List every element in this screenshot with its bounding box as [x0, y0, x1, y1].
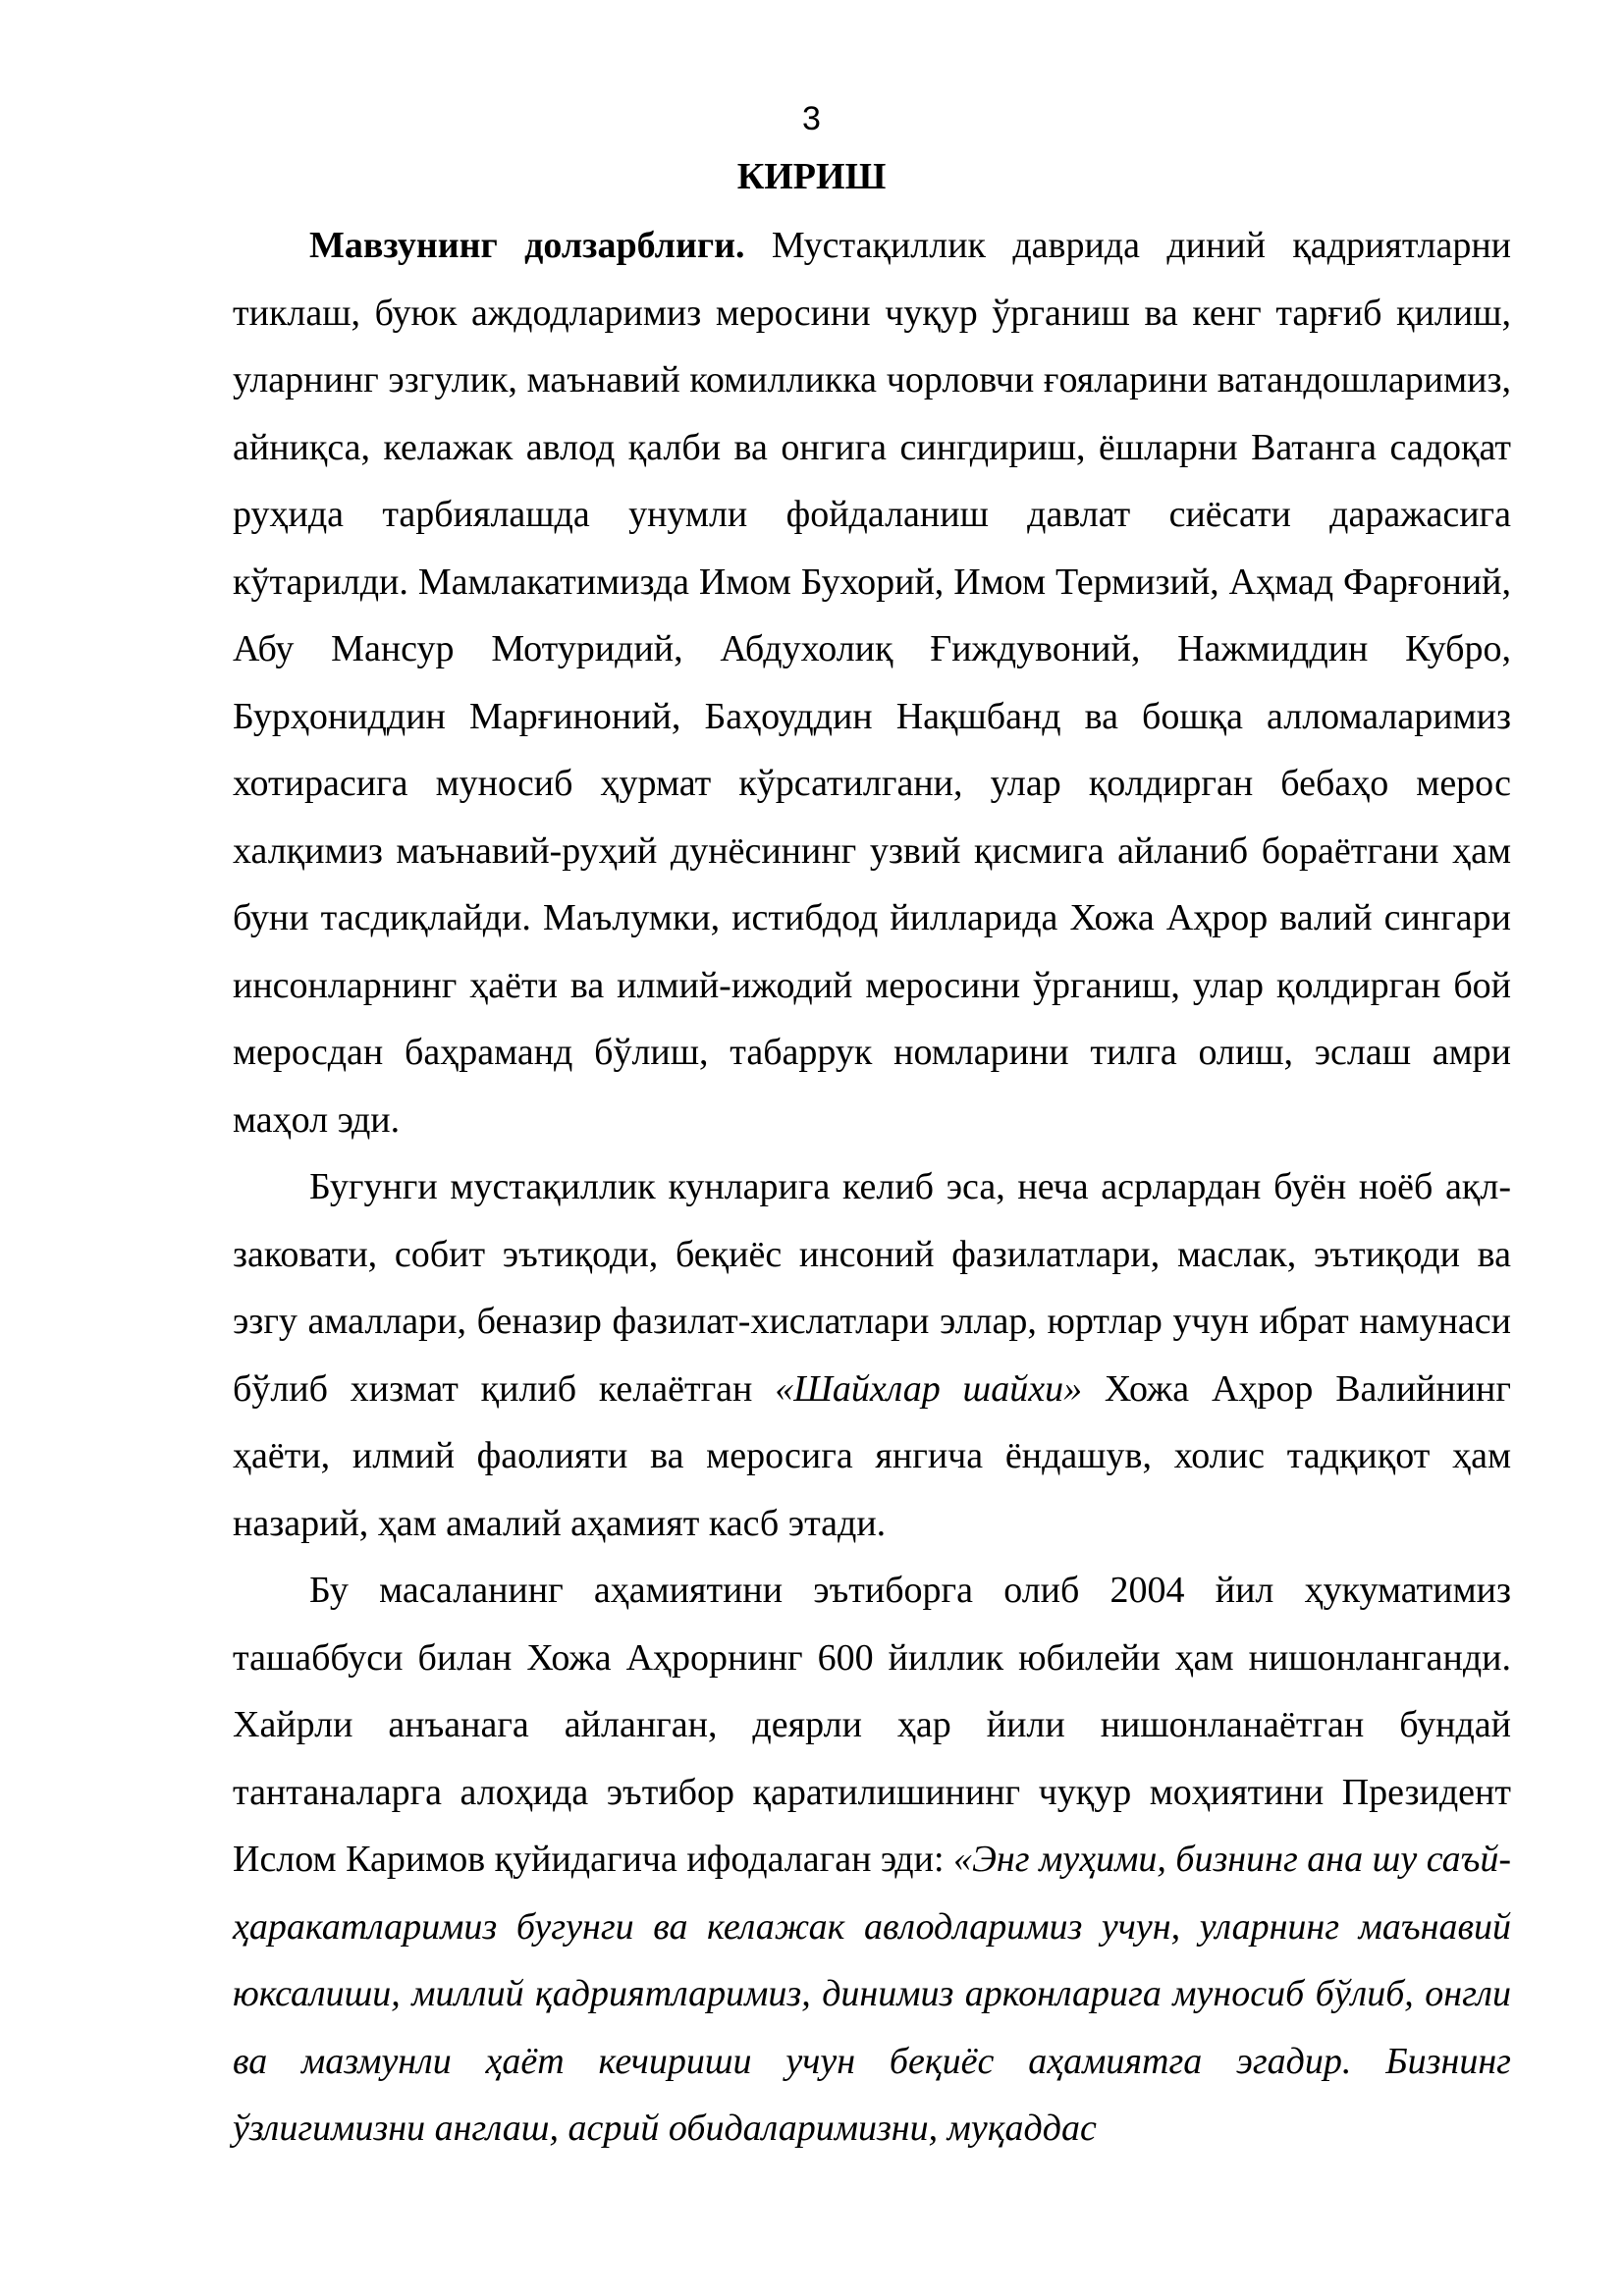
- paragraph-relevance: [233, 212, 1511, 1153]
- text-run: Хожа Аҳрор Валийнинг ҳаёти, илмий фаолияти ва меросига янгича ёндашув, холис тадқиқот ҳам назарий, ҳам амалий аҳамият касб этади.: [233, 1367, 1511, 1544]
- page-number: 3: [802, 100, 821, 137]
- paragraph-independence: [233, 1153, 1511, 1557]
- text-run: Мустақиллик даврида диний қадриятларни тиклаш, буюк аждодларимиз меросини чуқур ўрганиш ва кенг тарғиб қилиш, уларнинг эзгулик, маънавий комилликка чорловчи ғояларини ватандошларимиз, айниқса, келажак авлод қалби ва онгига сингдириш, ёшларни Ватанга садоқат руҳида тарбиялашда унумли фойдаланиш давлат сиёсати даражасига кўтарилди. Мамлакатимизда Имом Бухорий, Имом Термизий, Аҳмад Фарғоний, Абу Мансур Мотуридий, Абдухолиқ Ғиждувоний, Нажмиддин Кубро, Бурҳониддин Марғиноний, Баҳоуддин Нақшбанд ва бошқа алломаларимиз хотирасига муносиб ҳурмат кўрсатилгани, улар қолдирган бебаҳо мерос халқимиз маънавий-руҳий дунёсининг узвий қисмига айланиб бораётгани ҳам буни тасдиқлайди. Маълумки, истибдод йилларида Хожа Аҳрор валий сингари инсонларнинг ҳаёти ва илмий-ижодий меросини ўрганиш, улар қолдирган бой меросдан баҳраманд бўлиш, табаррук номларини тилга олиш, эслаш амри маҳол эди.: [233, 225, 1511, 1141]
- text-run: Бугунги мустақиллик кунларига келиб эса, неча асрлардан буён ноёб ақл-заковати, собит эътиқоди, беқиёс инсоний фазилатлари, маслак, эътиқоди ва эзгу амаллари, беназир фазилат-хислатлари эллар, юртлар учун ибрат намунаси бўлиб хизмат қилиб келаётган: [233, 1166, 1511, 1410]
- italic-quote: «Шайхлар шайхи»: [775, 1367, 1083, 1410]
- paragraph-jubilee: [233, 1557, 1511, 2163]
- body-text: [233, 212, 1511, 2163]
- text-run: Бу масаланинг аҳамиятини эътиборга олиб 2004 йил ҳукуматимиз ташаббуси билан Хожа Аҳрорнинг 600 йиллик юбилейи ҳам нишонланганди. Хайрли анъанага айланган, деярли ҳар йили нишонланаётган бундай тантаналарга алоҳида эътибор қаратилишининг чуқур моҳиятини Президент Ислом Каримов қуйидагича ифодалаган эди:: [233, 1570, 1511, 1880]
- paragraph-lead-in: Мавзунинг долзарблиги.: [309, 225, 745, 266]
- section-heading: КИРИШ: [736, 156, 887, 197]
- italic-quote: «Энг муҳими, бизнинг ана шу саъй-ҳаракатларимиз бугунги ва келажак авлодларимиз учун, уларнинг маънавий юксалиши, миллий қадриятларимиз, динимиз арконларига муносиб бўлиб, онгли ва мазмунли ҳаёт кечириши учун беқиёс аҳамиятга эгадир. Бизнинг ўзлигимизни англаш, асрий обидаларимизни, муқаддас: [233, 1839, 1511, 2149]
